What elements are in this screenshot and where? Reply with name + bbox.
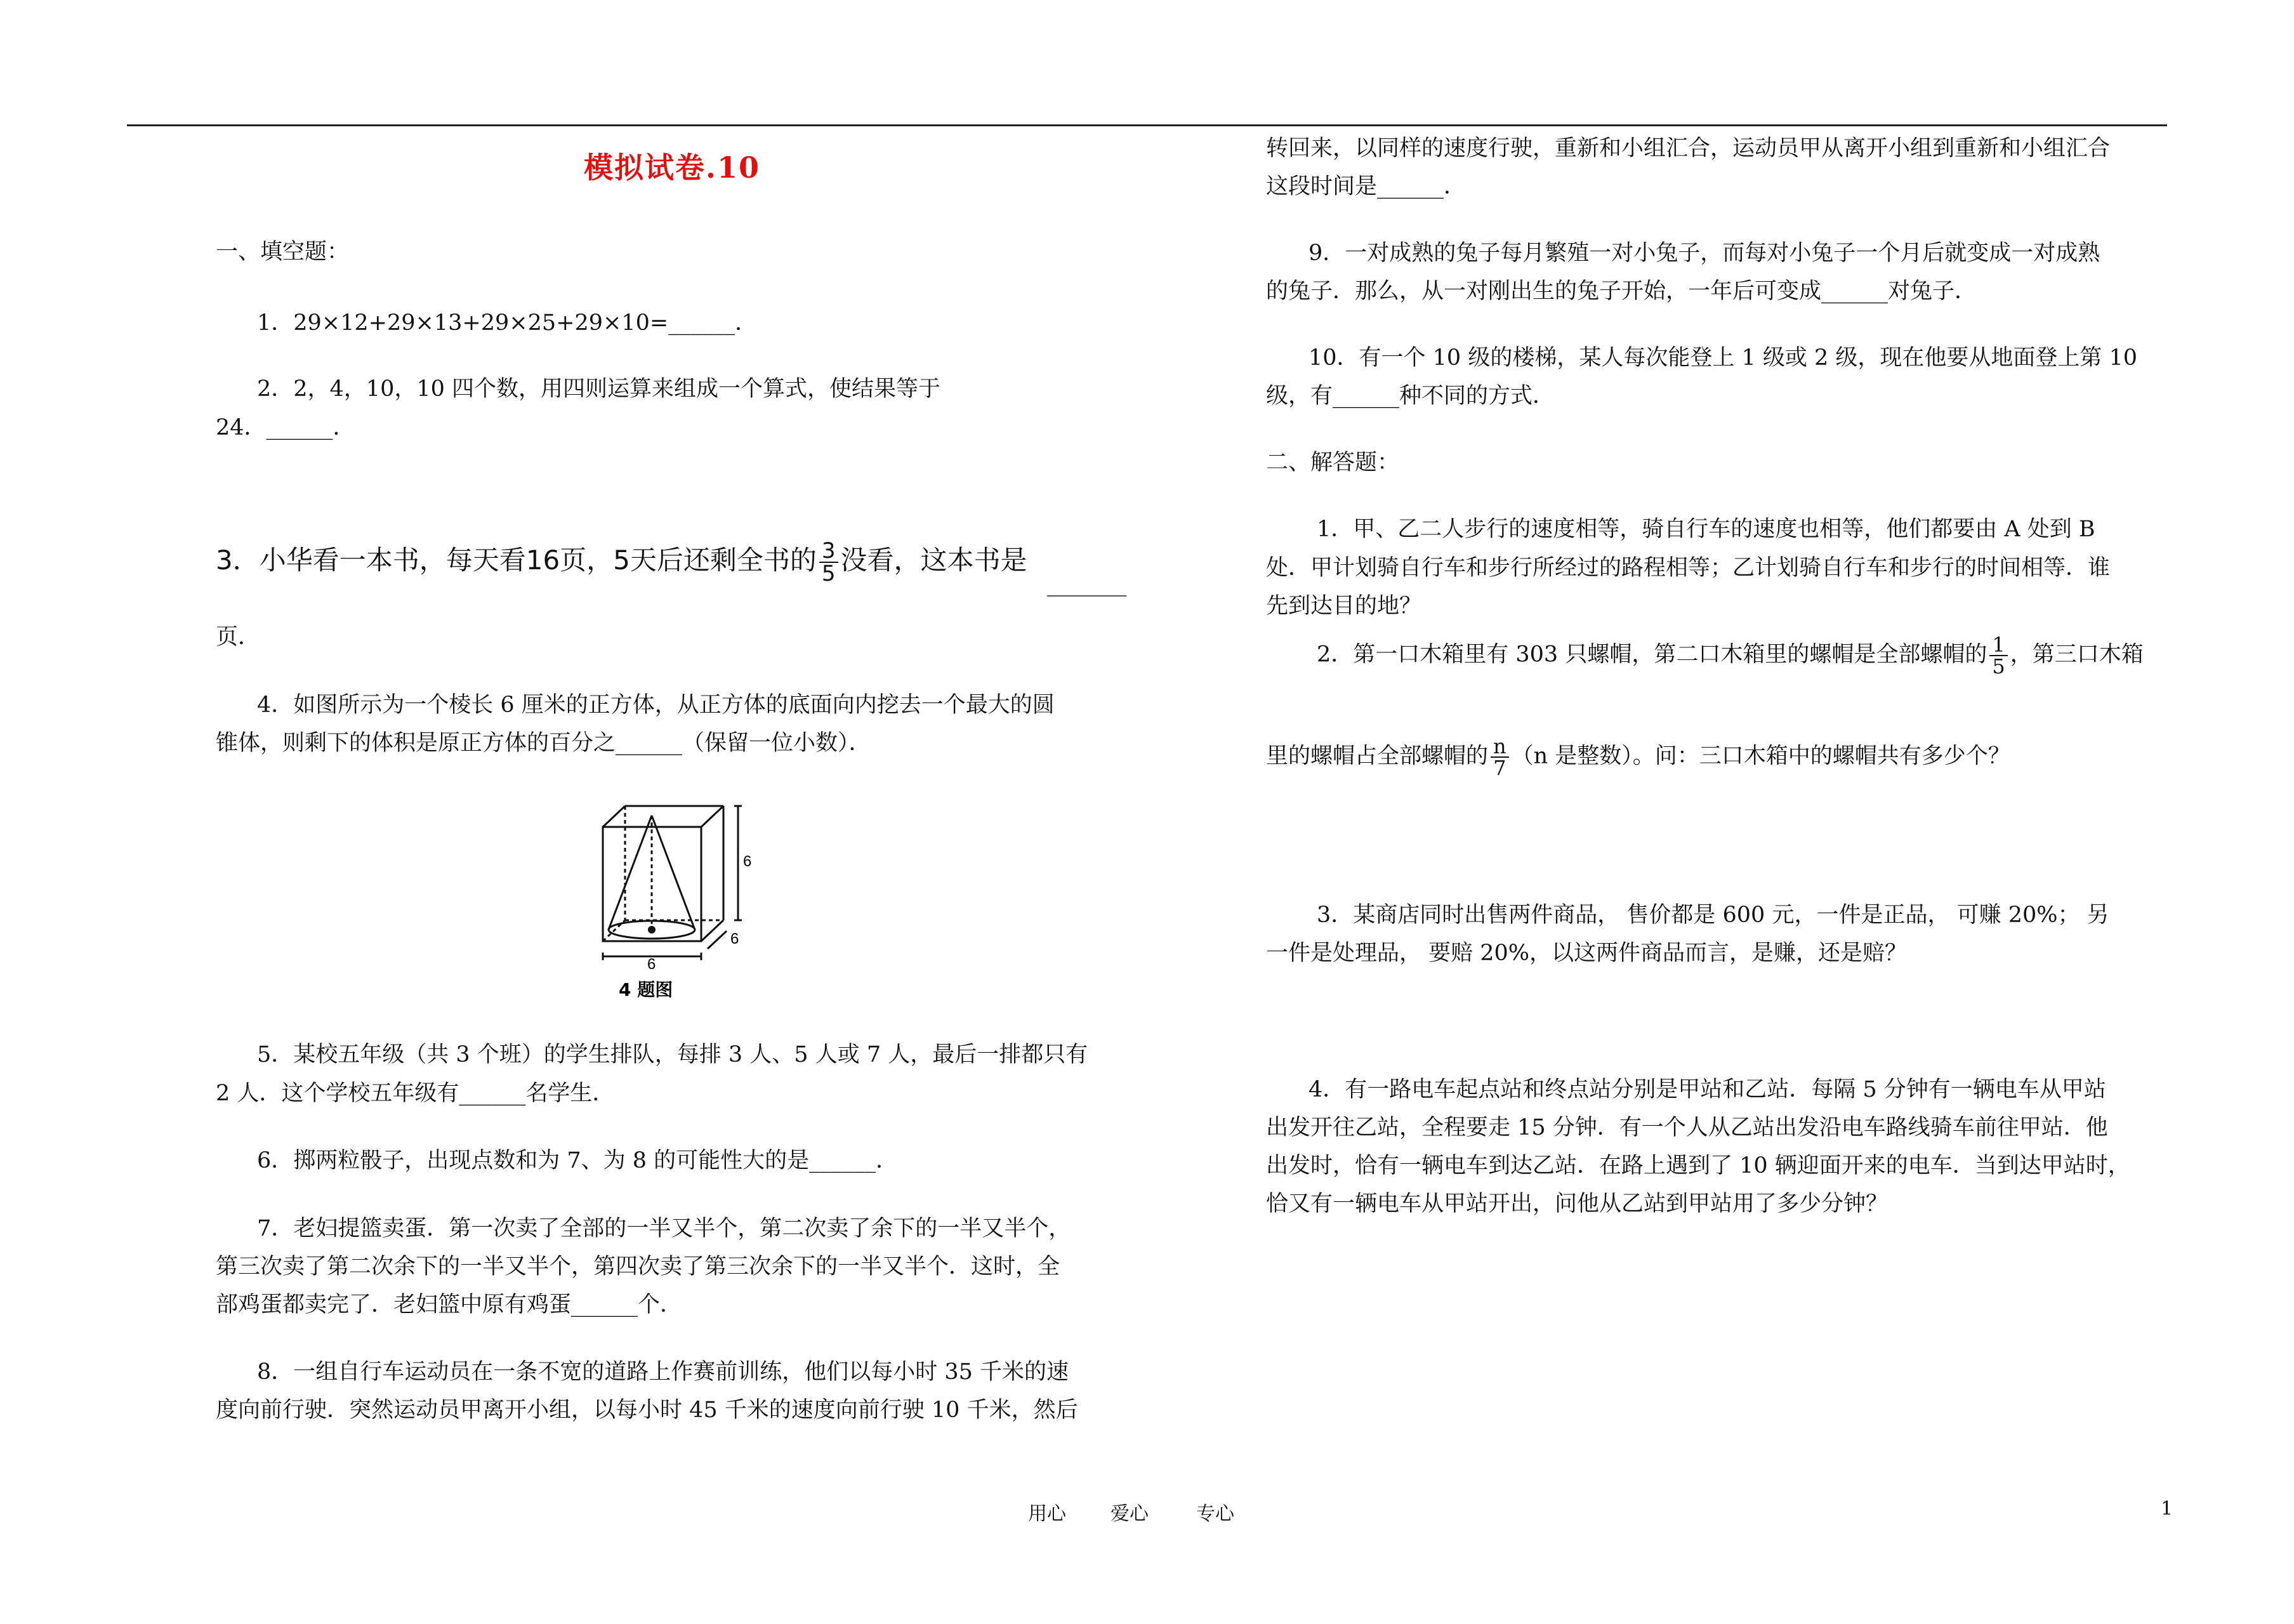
question-9-line1: 9．一对成熟的兔子每月繁殖一对小兔子，而每对小兔子一个月后就变成一对成熟	[1309, 241, 2100, 266]
figure-width-label: 6	[647, 956, 656, 973]
solve-1-line2: 处．甲计划骑自行车和步行所经过的路程相等；乙计划骑自行车和步行的时间相等．谁	[1266, 555, 2111, 581]
question-4-line1: 4．如图所示为一个棱长 6 厘米的正方体，从正方体的底面向内挖去一个最大的圆	[257, 692, 1055, 718]
question-8-line4: 这段时间是______．	[1266, 174, 1467, 199]
solve-2-prefix-2: 里的螺帽占全部螺帽的	[1266, 743, 1489, 769]
question-3-blank	[1047, 595, 1126, 597]
figure-caption: 4 题图	[619, 979, 673, 1000]
question-10-line1: 10．有一个 10 级的楼梯，某人每次能登上 1 级或 2 级，现在他要从地面登上第 10	[1309, 345, 2138, 371]
question-7-line3: 部鸡蛋都卖完了．老妇篮中原有鸡蛋______个．	[216, 1292, 683, 1317]
question-5-line2: 2 人．这个学校五年级有______名学生．	[216, 1081, 615, 1106]
solve-4-line3: 出发时，恰有一辆电车到达乙站．在路上遇到了 10 辆迎面开来的电车．当到达甲站时，	[1266, 1153, 2130, 1178]
figure-depth-label: 6	[730, 930, 739, 947]
footer-text-1: 用心	[1028, 1503, 1066, 1525]
question-3-suffix: 没看，这本书是	[840, 545, 1027, 576]
question-9-line2: 的兔子．那么，从一对刚出生的兔子开始，一年后可变成______对兔子．	[1266, 279, 1977, 304]
question-6: 6．掷两粒骰子，出现点数和为 7、为 8 的可能性大的是______．	[257, 1148, 899, 1173]
solve-3-line1: 3．某商店同时出售两件商品， 售价都是 600 元，一件是正品， 可赚 20%； 另	[1317, 902, 2109, 928]
fraction-numerator: n	[1491, 736, 1509, 758]
solve-2-prefix: 2．第一口木箱里有 303 只螺帽，第二口木箱里的螺帽是全部螺帽的	[1317, 642, 1987, 668]
question-4-line2: 锥体，则剩下的体积是原正方体的百分之______（保留一位小数）．	[216, 730, 871, 756]
cube-cone-figure	[593, 803, 758, 1000]
question-7-line2: 第三次卖了第二次余下的一半又半个，第四次卖了第三次余下的一半又半个．这时，全	[216, 1254, 1060, 1279]
fraction-numerator: 3	[819, 540, 838, 563]
footer-text-3: 专心	[1196, 1503, 1234, 1525]
solve-2-middle: ，第三口木箱	[2010, 642, 2144, 668]
solve-1-line3: 先到达目的地？	[1266, 593, 1422, 619]
solve-4-line2: 出发开往乙站，全程要走 15 分钟．有一个人从乙站出发沿电车路线骑车前往甲站．他	[1266, 1115, 2108, 1140]
section-answer-heading: 二、解答题：	[1266, 450, 1400, 475]
solve-4-line1: 4．有一路电车起点站和终点站分别是甲站和乙站．每隔 5 分钟有一辆电车从甲站	[1309, 1077, 2106, 1102]
fraction-numerator: 1	[1989, 635, 2007, 656]
question-10-line2: 级，有______种不同的方式．	[1266, 383, 1555, 409]
question-3-end: 页．	[216, 624, 261, 650]
fraction-denominator: 5	[1992, 654, 2005, 678]
page-title: 模拟试卷.10	[584, 150, 761, 185]
question-7-line1: 7．老妇提篮卖蛋．第一次卖了全部的一半又半个，第二次卖了余下的一半又半个，	[257, 1216, 1071, 1241]
footer-text-2: 爱心	[1111, 1503, 1149, 1525]
question-8-line3: 转回来，以同样的速度行驶，重新和小组汇合，运动员甲从离开小组到重新和小组汇合	[1266, 136, 2111, 161]
fraction-denominator: 7	[1493, 756, 1506, 780]
question-3-fraction	[819, 540, 838, 584]
question-3-prefix: 3．小华看一本书，每天看16页，5天后还剩全书的	[216, 545, 817, 576]
solve-2-line2	[1266, 736, 2010, 778]
question-8-line1: 8．一组自行车运动员在一条不宽的道路上作赛前训练，他们以每小时 35 千米的速	[257, 1359, 1069, 1385]
page-number: 1	[2161, 1498, 2173, 1520]
solve-2-fraction-1	[1989, 635, 2007, 677]
section-fill-in-heading: 一、填空题：	[216, 239, 350, 265]
solve-2-suffix: （n 是整数）。问：三口木箱中的螺帽共有多少个？	[1511, 743, 2010, 769]
question-5-line1: 5．某校五年级（共 3 个班）的学生排队，每排 3 人、5 人或 7 人，最后一排都只有	[257, 1042, 1088, 1067]
solve-1-line1: 1．甲、乙二人步行的速度相等，骑自行车的速度也相等，他们都要由 A 处到 B	[1317, 517, 2095, 542]
solve-2-fraction-2	[1491, 736, 1509, 778]
header-rule	[127, 124, 2167, 126]
cone-center-point	[648, 926, 656, 934]
solve-3-line2: 一件是处理品， 要赔 20%，以这两件商品而言，是赚，还是赔？	[1266, 941, 1908, 966]
question-2-line1: 2．2，4，10，10 四个数，用四则运算来组成一个算式，使结果等于	[257, 376, 941, 402]
question-8-line2: 度向前行驶．突然运动员甲离开小组，以每小时 45 千米的速度向前行驶 10 千米，然后	[216, 1397, 1078, 1423]
question-1: 1．29×12+29×13+29×25+29×10=______．	[257, 310, 758, 336]
question-3-image-text	[216, 539, 1027, 584]
solve-4-line4: 恰又有一辆电车从甲站开出，问他从乙站到甲站用了多少分钟？	[1266, 1191, 1889, 1217]
solve-2-line1	[1317, 635, 2144, 677]
figure-height-label: 6	[743, 853, 752, 870]
fraction-denominator: 5	[821, 560, 836, 586]
question-2-line2: 24．______．	[216, 415, 355, 440]
